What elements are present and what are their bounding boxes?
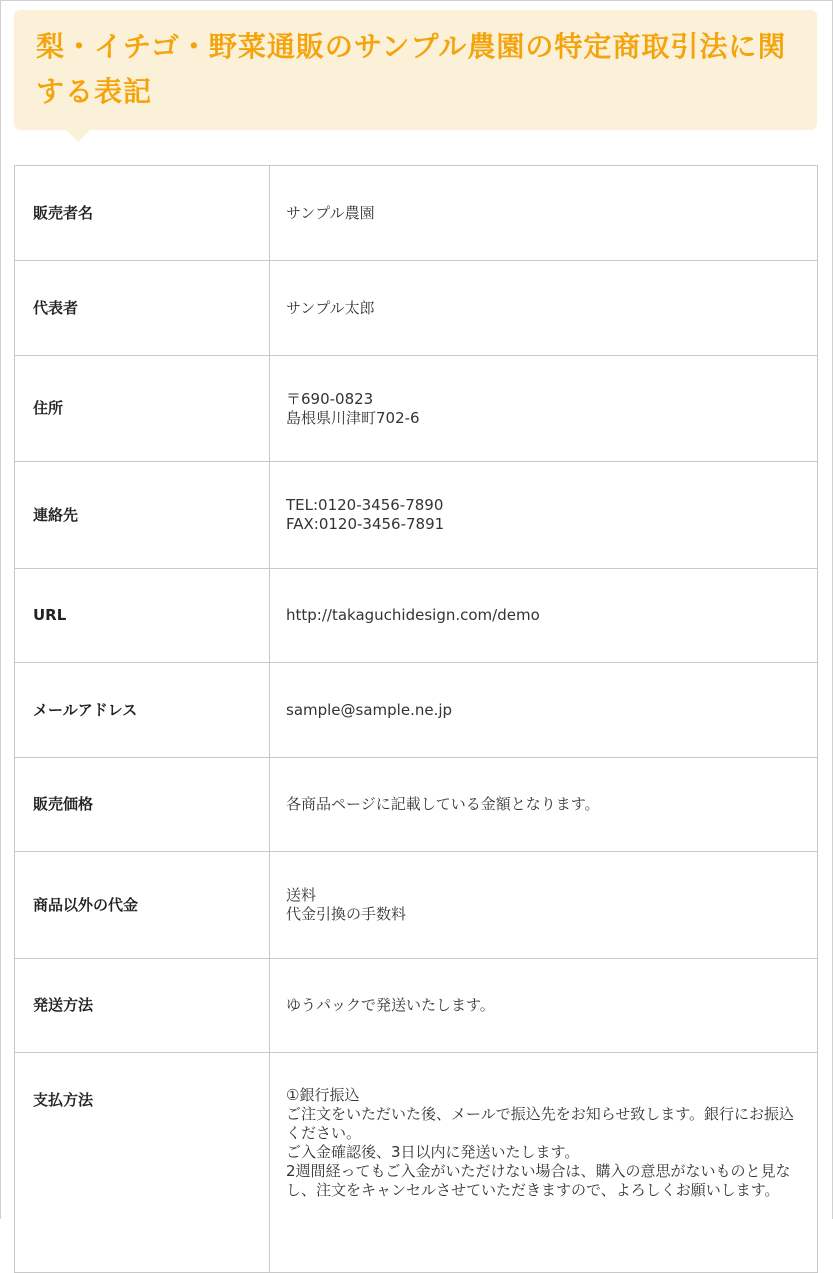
row-label-payment: 支払方法 [15,1053,270,1273]
row-value-shipping [270,959,818,1053]
row-label-extra-fees: 商品以外の代金 [15,852,270,959]
row-label-seller: 販売者名 [15,166,270,261]
value-line: 2週間経ってもご入金がいただけない場合は、購入の意思がないものと見なし、注文をキャンセルさせていただきますので、よろしくお願いします。 [286,1162,791,1199]
row-value-payment [270,1053,818,1273]
title-banner [14,10,817,130]
value-line: 島根県川津町702-6 [286,408,420,427]
row-label-shipping: 発送方法 [15,959,270,1053]
value-line: ご注文をいただいた後、メールで振込先をお知らせ致します。銀行にお振込ください。 [286,1105,795,1142]
row-value-email [270,663,818,758]
value-line: TEL:0120-3456-7890 [286,496,444,514]
value-line: FAX:0120-3456-7891 [286,515,445,533]
row-value-address [270,356,818,462]
table-row [15,356,818,462]
row-value-extra-fees [270,852,818,959]
value-line: 〒690-0823 [286,389,374,408]
row-label-price: 販売価格 [15,758,270,852]
row-label-url: URL [15,569,270,663]
row-value-url [270,569,818,663]
row-value-representative [270,261,818,356]
row-value-seller [270,166,818,261]
value-line: 代金引換の手数料 [286,905,407,923]
value-line: http://takaguchidesign.com/demo [286,606,540,624]
value-line: ①銀行振込 [286,1086,360,1104]
table-row [15,1053,818,1273]
table-row [15,462,818,569]
row-label-address: 住所 [15,356,270,462]
row-value-price [270,758,818,852]
row-label-representative: 代表者 [15,261,270,356]
table-row [15,166,818,261]
row-value-contact [270,462,818,569]
value-line: sample@sample.ne.jp [286,700,453,719]
value-line: サンプル太郎 [286,298,375,317]
value-line: サンプル農園 [286,203,375,222]
row-label-contact: 連絡先 [15,462,270,569]
table-row [15,569,818,663]
value-line: 各商品ページに記載している金額となります。 [286,795,600,813]
value-line: ご入金確認後、3日以内に発送いたします。 [286,1143,580,1161]
table-row [15,663,818,758]
page-title: 梨・イチゴ・野菜通販のサンプル農園の特定商取引法に関する表記 [36,30,787,108]
table-row [15,959,818,1053]
table-row [15,758,818,852]
table-row [15,261,818,356]
value-line: 送料 [286,886,317,904]
legal-info-table [14,165,818,1273]
row-label-email: メールアドレス [15,663,270,758]
value-line: ゆうパックで発送いたします。 [286,996,495,1014]
table-row [15,852,818,959]
